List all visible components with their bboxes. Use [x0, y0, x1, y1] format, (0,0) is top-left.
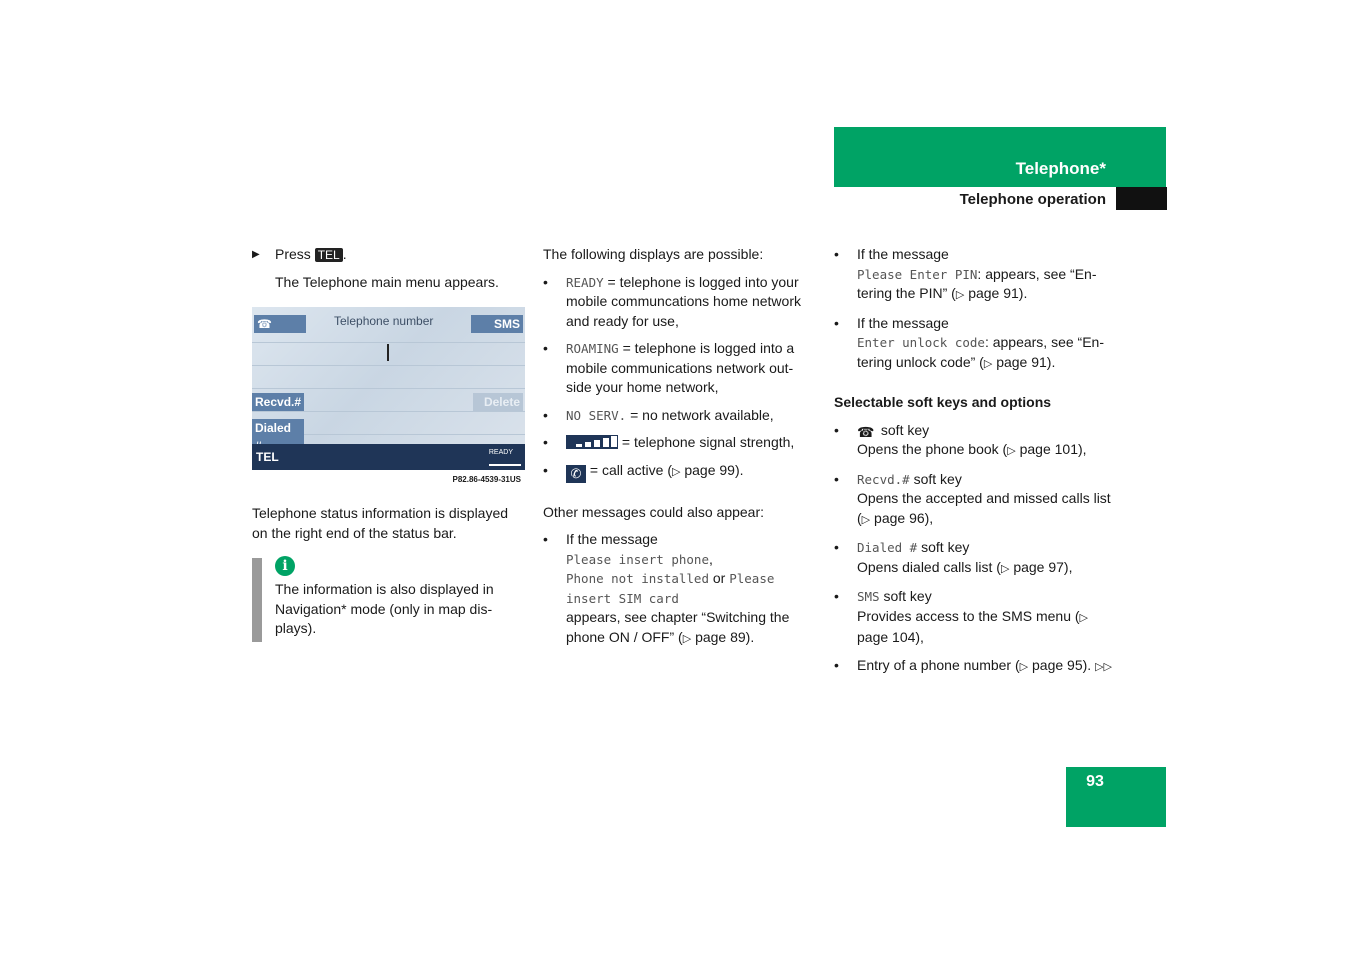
chapter-title: Telephone* — [1015, 159, 1106, 178]
screen-status-bar — [252, 444, 525, 470]
info-icon: i — [275, 556, 295, 576]
call-active-icon: ✆ — [566, 465, 586, 483]
column-3 — [834, 245, 1114, 677]
softkey-recvd: • Recvd.# soft key Opens the accepted and missed calls list (▷ page 96), — [834, 470, 1111, 526]
note-bar — [252, 558, 262, 642]
list-item-pin: • If the message Please Enter PIN: appears, see “En-tering the PIN” (▷ page 91). — [834, 246, 1097, 301]
continue-icon: ▷▷ — [1095, 660, 1112, 673]
phonebook-softkey-icon: ☎ — [254, 315, 306, 333]
section-title: Telephone operation — [959, 191, 1106, 208]
page-number: 93 — [1086, 773, 1104, 790]
list-item-unlock: • If the message Enter unlock code: appears, see “En-tering unlock code” (▷ page 91). — [834, 314, 1104, 370]
status-info-text: Telephone status information is displayed on the right end of the status bar. — [252, 505, 509, 541]
list-item-signal: • = telephone signal strength, — [543, 434, 795, 450]
status-ready: READY — [488, 449, 513, 456]
list-item-insert-phone: • If the message Please insert phone, Phone not installed or Please insert SIM card appears, see chapter “Switching the phone ON / OFF” (▷ page 89). — [543, 531, 790, 645]
signal-strength-icon — [566, 435, 618, 449]
screen-dialed-softkey: Dialed — [252, 419, 304, 455]
step-result: The Telephone main menu appears. — [275, 273, 499, 290]
screen-title: Telephone number — [334, 314, 434, 328]
section-marker — [1116, 187, 1167, 210]
tel-key-icon: TEL — [315, 248, 343, 262]
step-press-tel: ▶ Press TEL . — [252, 246, 347, 262]
column-1 — [252, 245, 527, 292]
list-item-call: • ✆ = call active (▷ page 99). — [543, 461, 744, 481]
list-item-noserv: • NO SERV. = no network available, — [543, 406, 774, 423]
phonebook-icon: ☎ — [857, 423, 875, 440]
screen-recvd-softkey: Recvd.# — [252, 393, 304, 411]
status-signal-icon — [489, 454, 521, 466]
status-tel: TEL — [256, 450, 279, 464]
note-text: The information is also displayed in Navigation* mode (only in map dis-plays). — [275, 581, 494, 636]
softkeys-heading: Selectable soft keys and options — [834, 394, 1052, 410]
list-item-ready: • READY = telephone is logged into your mobile communcations home network and ready for use, — [543, 273, 801, 329]
column-2 — [543, 245, 818, 649]
cursor — [387, 344, 389, 361]
softkey-phonebook: • ☎ soft key Opens the phone book (▷ page 101), — [834, 421, 1087, 457]
softkey-dialed: • Dialed # soft key Opens dialed calls list (▷ page 97), — [834, 539, 1073, 575]
screen-delete-softkey: Delete — [473, 393, 523, 411]
figure-code: P82.86-4539-31US — [452, 475, 521, 484]
entry-phone-number: • Entry of a phone number (▷ page 95). ▷▷ — [834, 656, 1112, 673]
other-messages-intro: Other messages could also appear: — [543, 503, 765, 520]
screen-sms-softkey: SMS — [471, 315, 523, 333]
softkey-sms: • SMS soft key Provides access to the SMS menu (▷ page 104), — [834, 588, 1089, 645]
list-item-roaming: • ROAMING = telephone is logged into a mobile communications network out-side your home network, — [543, 340, 795, 395]
telephone-screen-figure — [252, 307, 525, 470]
displays-intro: The following displays are possible: — [543, 246, 764, 262]
